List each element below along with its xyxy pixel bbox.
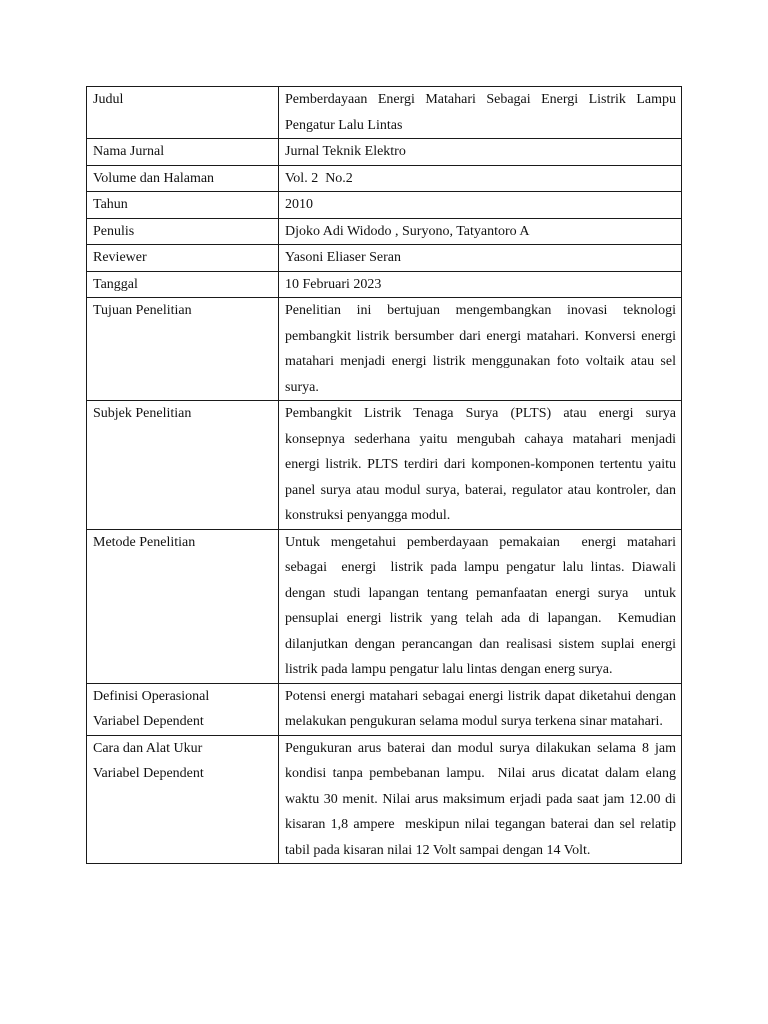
row-label-text: Tanggal — [93, 276, 138, 292]
row-label-text: Tujuan Penelitian — [93, 303, 192, 318]
row-value-text: Pemberdayaan Energi Matahari Sebagai Energi Listrik Lampu Pengatur Lalu Lintas — [285, 92, 680, 133]
row-value — [279, 529, 682, 683]
row-value — [279, 683, 682, 735]
table-row-tanggal — [87, 271, 682, 298]
row-label-text: Subjek Penelitian — [93, 406, 192, 421]
row-label-text: Metode Penelitian — [93, 534, 196, 550]
row-label — [87, 87, 279, 139]
row-value — [279, 139, 682, 166]
row-label — [87, 192, 279, 219]
row-value — [279, 192, 682, 219]
row-label — [87, 298, 279, 401]
row-label-text: Judul — [93, 92, 124, 107]
row-value-text: Djoko Adi Widodo , Suryono, Tatyantoro A — [285, 223, 530, 239]
table-row-metode-penelitian — [87, 529, 682, 683]
row-value — [279, 165, 682, 192]
row-label — [87, 271, 279, 298]
row-value-text: Pengukuran arus baterai dan modul surya dilakukan selama 8 jam kondisi tanpa pembebanan lampu. Nilai arus dicatat dalam elang waktu 30 menit. Nilai arus maksimum erjadi pada saat jam 12.00 di kisaran 1,8 ampere meskipun nilai tegangan baterai dan sel relatip tabil pada kisaran nilai 12 Volt sampai dengan 14 Volt. — [285, 740, 680, 858]
row-label — [87, 245, 279, 272]
table-row-subjek-penelitian — [87, 401, 682, 530]
row-label — [87, 529, 279, 683]
row-value — [279, 735, 682, 864]
table-row-reviewer — [87, 245, 682, 272]
table-row-cara-alat-ukur — [87, 735, 682, 864]
row-label-line-2: Variabel Dependent — [93, 714, 204, 729]
row-label-text: Reviewer — [93, 250, 147, 265]
row-value-text: Untuk mengetahui pemberdayaan pemakaian energi matahari sebagai energi listrik pada lampu pengatur lalu lintas. Diawali dengan studi lapangan tentang pemanfaatan energi surya untuk pensuplai energi listrik yang telah ada di lapangan. Kemudian dilanjutkan dengan perancangan dan realisasi sistem suplai energi listrik pada lampu pengatur lalu lintas dengan energ surya. — [285, 534, 680, 677]
table-row-tahun — [87, 192, 682, 219]
table-row-volume — [87, 165, 682, 192]
row-label-text: Volume dan Halaman — [93, 170, 215, 186]
row-label — [87, 165, 279, 192]
review-document — [86, 86, 682, 864]
row-label-text: Tahun — [93, 197, 128, 212]
row-value — [279, 271, 682, 298]
row-value-text: 2010 — [285, 197, 313, 212]
table-row-definisi-operasional — [87, 683, 682, 735]
row-label-text: Penulis — [93, 223, 135, 239]
journal-review-table — [86, 86, 682, 864]
table-row-penulis — [87, 218, 682, 245]
row-value-text: Vol. 2 No.2 — [285, 170, 353, 186]
row-value-text: Jurnal Teknik Elektro — [285, 144, 406, 159]
row-label-line-1: Definisi Operasional — [93, 688, 210, 704]
row-label — [87, 218, 279, 245]
row-value-text: Yasoni Eliaser Seran — [285, 250, 402, 265]
row-label — [87, 401, 279, 530]
row-value-text: 10 Februari 2023 — [285, 276, 382, 292]
row-label-line-2: Variabel Dependent — [93, 766, 204, 781]
table-row-tujuan-penelitian — [87, 298, 682, 401]
row-label — [87, 735, 279, 864]
row-value — [279, 245, 682, 272]
row-value-text: Pembangkit Listrik Tenaga Surya (PLTS) atau energi surya konsepnya sederhana yaitu mengubah cahaya matahari menjadi energi listrik. PLTS terdiri dari komponen-komponen tertentu yaitu panel surya atau modul surya, baterai, regulator atau kontroler, dan konstruksi penyangga modul. — [285, 406, 680, 523]
row-value — [279, 401, 682, 530]
table-row-nama-jurnal — [87, 139, 682, 166]
table-row-judul — [87, 87, 682, 139]
row-label — [87, 683, 279, 735]
row-value — [279, 218, 682, 245]
row-value-text: Penelitian ini bertujuan mengembangkan inovasi teknologi pembangkit listrik bersumber dari energi matahari. Konversi energi matahari menjadi energi listrik menggunakan foto voltaik atau sel surya. — [285, 303, 680, 395]
row-value-text: Potensi energi matahari sebagai energi listrik dapat diketahui dengan melakukan pengukuran selama modul surya terkena sinar matahari. — [285, 688, 680, 729]
row-value — [279, 298, 682, 401]
row-label-text: Nama Jurnal — [93, 144, 165, 159]
row-label-line-1: Cara dan Alat Ukur — [93, 740, 203, 756]
row-label — [87, 139, 279, 166]
row-value — [279, 87, 682, 139]
